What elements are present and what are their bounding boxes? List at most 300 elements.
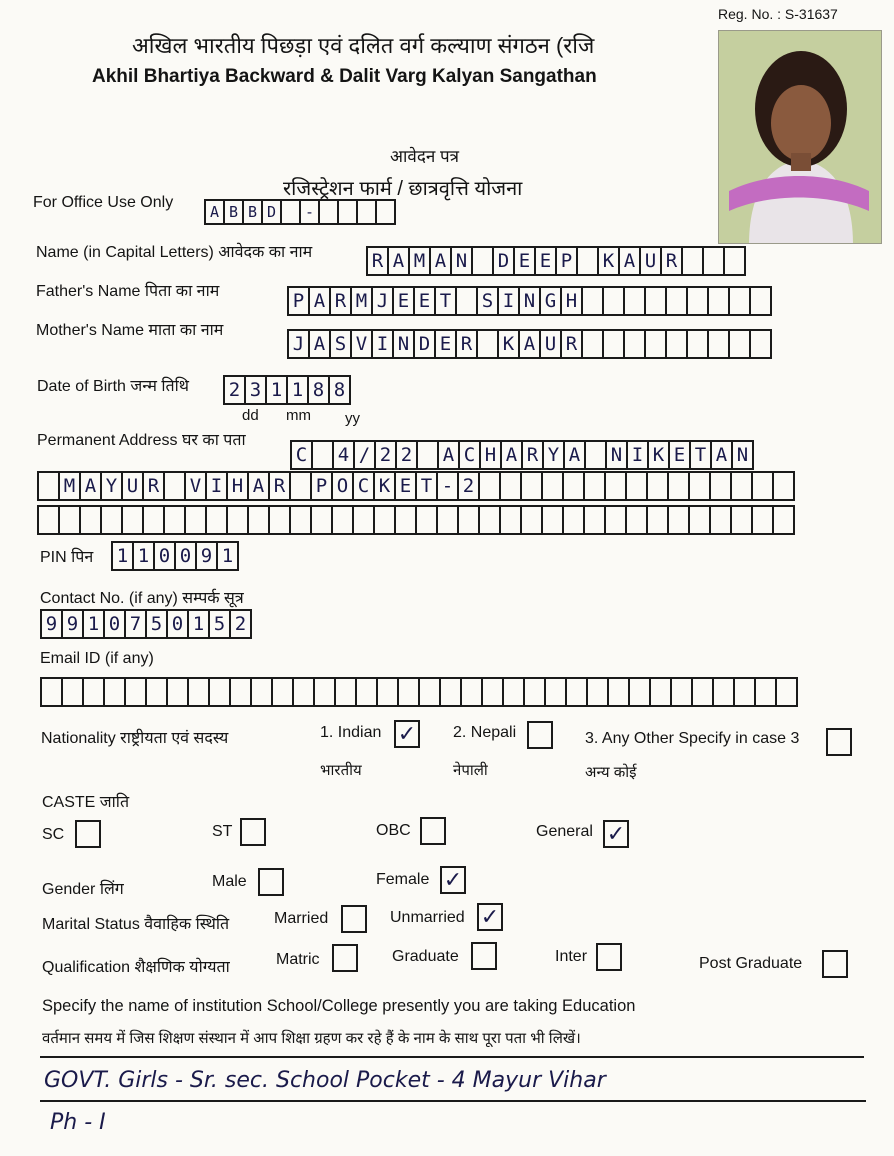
- address-cell[interactable]: [583, 471, 606, 501]
- address-cell[interactable]: [751, 471, 774, 501]
- dob-cell[interactable]: 3: [244, 375, 267, 405]
- address-cell[interactable]: [730, 505, 753, 535]
- caste-obc-checkbox[interactable]: [420, 817, 446, 845]
- address-cell[interactable]: [289, 505, 312, 535]
- email-cell[interactable]: [649, 677, 672, 707]
- name-cell[interactable]: E: [513, 246, 536, 276]
- name-cell[interactable]: R: [366, 246, 389, 276]
- address-cell[interactable]: C: [352, 471, 375, 501]
- qualification-graduate-label: Graduate: [392, 948, 459, 965]
- email-cell[interactable]: [376, 677, 399, 707]
- name-cell[interactable]: D: [492, 246, 515, 276]
- dob-label: Date of Birth जन्म तिथि: [37, 378, 189, 395]
- name-cell[interactable]: E: [534, 246, 557, 276]
- name-cell[interactable]: U: [639, 246, 662, 276]
- address-cell[interactable]: [478, 471, 501, 501]
- caste-sc-label: SC: [42, 826, 65, 843]
- form-title-registration: रजिस्ट्रेशन फार्म / छात्रवृत्ति योजना: [283, 178, 523, 200]
- address-cell[interactable]: 2: [457, 471, 480, 501]
- office-cell[interactable]: -: [299, 199, 320, 225]
- check-icon: ✓: [480, 904, 500, 929]
- caste-label: CASTE जाति: [42, 794, 130, 811]
- father-cell[interactable]: [749, 286, 772, 316]
- address-line-1[interactable]: [290, 440, 752, 470]
- dob-cell[interactable]: 1: [286, 375, 309, 405]
- qualification-matric-checkbox[interactable]: [332, 944, 358, 972]
- mother-cell[interactable]: A: [518, 329, 541, 359]
- contact-field[interactable]: [40, 609, 250, 639]
- pin-cell[interactable]: 9: [195, 541, 218, 571]
- office-cell[interactable]: [356, 199, 377, 225]
- caste-general-label: General: [536, 823, 593, 840]
- father-cell[interactable]: M: [350, 286, 373, 316]
- address-cell[interactable]: A: [79, 471, 102, 501]
- address-cell[interactable]: K: [647, 440, 670, 470]
- address-cell[interactable]: N: [731, 440, 754, 470]
- caste-obc-label: OBC: [376, 822, 411, 839]
- father-cell[interactable]: R: [329, 286, 352, 316]
- address-cell[interactable]: A: [247, 471, 270, 501]
- dob-mm-hint: mm: [286, 407, 311, 424]
- father-cell[interactable]: J: [371, 286, 394, 316]
- email-cell[interactable]: [523, 677, 546, 707]
- name-cell[interactable]: A: [429, 246, 452, 276]
- address-cell[interactable]: [499, 471, 522, 501]
- dob-cell[interactable]: 2: [223, 375, 246, 405]
- nationality-other-label: 3. Any Other Specify in case 3: [585, 730, 800, 747]
- address-cell[interactable]: [268, 505, 291, 535]
- father-cell[interactable]: [644, 286, 667, 316]
- address-cell[interactable]: [205, 505, 228, 535]
- email-cell[interactable]: [775, 677, 798, 707]
- father-cell[interactable]: P: [287, 286, 310, 316]
- mother-cell[interactable]: [644, 329, 667, 359]
- address-cell[interactable]: 2: [374, 440, 397, 470]
- office-cell[interactable]: B: [223, 199, 244, 225]
- address-cell[interactable]: [311, 440, 334, 470]
- email-cell[interactable]: [313, 677, 336, 707]
- address-cell[interactable]: [415, 505, 438, 535]
- address-line-3[interactable]: [37, 505, 793, 535]
- mother-cell[interactable]: [581, 329, 604, 359]
- caste-st-checkbox[interactable]: [240, 818, 266, 846]
- nationality-indian-hindi: भारतीय: [320, 762, 362, 779]
- mother-cell[interactable]: [686, 329, 709, 359]
- qualification-label: Qualification शैक्षणिक योग्यता: [42, 959, 230, 976]
- email-cell[interactable]: [607, 677, 630, 707]
- mother-cell[interactable]: N: [392, 329, 415, 359]
- address-cell[interactable]: U: [121, 471, 144, 501]
- address-cell[interactable]: K: [373, 471, 396, 501]
- nationality-other-checkbox[interactable]: [826, 728, 852, 756]
- email-cell[interactable]: [250, 677, 273, 707]
- email-cell[interactable]: [691, 677, 714, 707]
- address-cell[interactable]: Y: [100, 471, 123, 501]
- address-cell[interactable]: [184, 505, 207, 535]
- address-cell[interactable]: [416, 440, 439, 470]
- address-label: Permanent Address घर का पता: [37, 432, 246, 449]
- nationality-label: Nationality राष्ट्रीयता एवं सदस्य: [41, 730, 229, 747]
- address-cell[interactable]: C: [290, 440, 313, 470]
- name-cell[interactable]: A: [618, 246, 641, 276]
- father-name-label: Father's Name पिता का नाम: [36, 283, 220, 300]
- address-cell[interactable]: 2: [395, 440, 418, 470]
- father-cell[interactable]: T: [434, 286, 457, 316]
- address-cell[interactable]: A: [437, 440, 460, 470]
- address-cell[interactable]: [163, 471, 186, 501]
- answer-underline: [40, 1100, 866, 1102]
- father-cell[interactable]: S: [476, 286, 499, 316]
- mother-cell[interactable]: V: [350, 329, 373, 359]
- gender-female-checkbox[interactable]: [440, 866, 466, 894]
- father-cell[interactable]: [728, 286, 751, 316]
- address-cell[interactable]: C: [458, 440, 481, 470]
- org-title-english: Akhil Bhartiya Backward & Dalit Varg Kalyan Sangathan: [92, 66, 597, 87]
- caste-sc-checkbox[interactable]: [75, 820, 101, 848]
- office-cell[interactable]: A: [204, 199, 225, 225]
- email-cell[interactable]: [292, 677, 315, 707]
- marital-unmarried-label: Unmarried: [390, 909, 465, 926]
- qualification-postgraduate-checkbox[interactable]: [822, 950, 848, 978]
- office-cell[interactable]: [337, 199, 358, 225]
- address-cell[interactable]: [373, 505, 396, 535]
- form-title-application: आवेदन पत्र: [390, 147, 460, 166]
- pin-label: PIN पिन: [40, 549, 94, 566]
- address-cell[interactable]: [604, 505, 627, 535]
- email-cell[interactable]: [712, 677, 735, 707]
- name-label: Name (in Capital Letters) आवेदक का नाम: [36, 244, 313, 261]
- address-cell[interactable]: H: [226, 471, 249, 501]
- mother-cell[interactable]: S: [329, 329, 352, 359]
- contact-cell[interactable]: 5: [208, 609, 231, 639]
- email-cell[interactable]: [481, 677, 504, 707]
- qualification-inter-checkbox[interactable]: [596, 943, 622, 971]
- address-cell[interactable]: [625, 471, 648, 501]
- name-cell[interactable]: [723, 246, 746, 276]
- reg-number: Reg. No. : S-31637: [718, 6, 838, 22]
- contact-cell[interactable]: 1: [82, 609, 105, 639]
- address-cell[interactable]: [541, 471, 564, 501]
- pin-cell[interactable]: 0: [174, 541, 197, 571]
- address-cell[interactable]: H: [479, 440, 502, 470]
- father-cell[interactable]: H: [560, 286, 583, 316]
- address-cell[interactable]: [709, 505, 732, 535]
- contact-cell[interactable]: 9: [61, 609, 84, 639]
- email-cell[interactable]: [586, 677, 609, 707]
- name-cell[interactable]: [576, 246, 599, 276]
- office-cell[interactable]: [318, 199, 339, 225]
- address-cell[interactable]: I: [205, 471, 228, 501]
- check-icon: ✓: [606, 821, 626, 846]
- address-cell[interactable]: [520, 505, 543, 535]
- email-cell[interactable]: [670, 677, 693, 707]
- nationality-indian-label: 1. Indian: [320, 724, 382, 741]
- father-cell[interactable]: A: [308, 286, 331, 316]
- address-cell[interactable]: [163, 505, 186, 535]
- office-use-cells[interactable]: [204, 199, 394, 229]
- address-cell[interactable]: [562, 505, 585, 535]
- mother-cell[interactable]: E: [434, 329, 457, 359]
- address-cell[interactable]: [688, 471, 711, 501]
- contact-cell[interactable]: 9: [40, 609, 63, 639]
- office-cell[interactable]: [280, 199, 301, 225]
- address-cell[interactable]: [625, 505, 648, 535]
- address-cell[interactable]: [352, 505, 375, 535]
- address-cell[interactable]: [646, 471, 669, 501]
- address-cell[interactable]: [226, 505, 249, 535]
- address-cell[interactable]: [247, 505, 270, 535]
- contact-cell[interactable]: 1: [187, 609, 210, 639]
- address-cell[interactable]: [310, 505, 333, 535]
- nationality-other-hindi: अन्य कोई: [585, 764, 637, 781]
- email-cell[interactable]: [166, 677, 189, 707]
- org-title-hindi: अखिल भारतीय पिछड़ा एवं दलित वर्ग कल्याण संगठन (रजि: [132, 33, 595, 58]
- father-cell[interactable]: [581, 286, 604, 316]
- dob-dd-hint: dd: [242, 407, 259, 424]
- contact-cell[interactable]: 0: [103, 609, 126, 639]
- address-cell[interactable]: [331, 505, 354, 535]
- email-cell[interactable]: [355, 677, 378, 707]
- email-field[interactable]: [40, 677, 796, 707]
- portrait-image: [719, 31, 882, 244]
- dob-field[interactable]: [223, 375, 349, 405]
- email-cell[interactable]: [229, 677, 252, 707]
- caste-general-checkbox[interactable]: [603, 820, 629, 848]
- email-cell[interactable]: [418, 677, 441, 707]
- mother-cell[interactable]: J: [287, 329, 310, 359]
- email-cell[interactable]: [565, 677, 588, 707]
- address-cell[interactable]: P: [310, 471, 333, 501]
- father-name-field[interactable]: [287, 286, 770, 316]
- gender-male-checkbox[interactable]: [258, 868, 284, 896]
- check-icon: ✓: [397, 721, 417, 746]
- address-cell[interactable]: R: [268, 471, 291, 501]
- email-label: Email ID (if any): [40, 650, 154, 667]
- father-cell[interactable]: [686, 286, 709, 316]
- address-cell[interactable]: [584, 440, 607, 470]
- nationality-nepali-hindi: नेपाली: [453, 762, 488, 779]
- address-cell[interactable]: [772, 471, 795, 501]
- name-cell[interactable]: A: [387, 246, 410, 276]
- name-cell[interactable]: N: [450, 246, 473, 276]
- name-field[interactable]: [366, 246, 744, 276]
- institution-label-hindi: वर्तमान समय में जिस शिक्षण संस्थान में आप शिक्षा ग्रहण कर रहे हैं के नाम के साथ पूरा पता भी लिखें।: [42, 1030, 581, 1047]
- qualification-matric-label: Matric: [276, 951, 320, 968]
- address-cell[interactable]: R: [142, 471, 165, 501]
- mother-cell[interactable]: R: [455, 329, 478, 359]
- address-cell[interactable]: [604, 471, 627, 501]
- address-cell[interactable]: [667, 471, 690, 501]
- email-cell[interactable]: [628, 677, 651, 707]
- contact-cell[interactable]: 2: [229, 609, 252, 639]
- name-cell[interactable]: K: [597, 246, 620, 276]
- email-cell[interactable]: [40, 677, 63, 707]
- institution-label-english: Specify the name of institution School/College presently you are taking Education: [42, 997, 636, 1015]
- address-cell[interactable]: V: [184, 471, 207, 501]
- father-cell[interactable]: [665, 286, 688, 316]
- address-cell[interactable]: [646, 505, 669, 535]
- address-line-2[interactable]: [37, 471, 793, 501]
- dob-cell[interactable]: 1: [265, 375, 288, 405]
- address-cell[interactable]: A: [710, 440, 733, 470]
- address-cell[interactable]: E: [668, 440, 691, 470]
- email-cell[interactable]: [82, 677, 105, 707]
- address-cell[interactable]: 4: [332, 440, 355, 470]
- address-cell[interactable]: [79, 505, 102, 535]
- email-cell[interactable]: [733, 677, 756, 707]
- pin-cell[interactable]: 1: [132, 541, 155, 571]
- address-cell[interactable]: [688, 505, 711, 535]
- mother-cell[interactable]: I: [371, 329, 394, 359]
- email-cell[interactable]: [187, 677, 210, 707]
- office-cell[interactable]: D: [261, 199, 282, 225]
- contact-cell[interactable]: 5: [145, 609, 168, 639]
- address-cell[interactable]: A: [500, 440, 523, 470]
- address-cell[interactable]: Y: [542, 440, 565, 470]
- mother-cell[interactable]: [623, 329, 646, 359]
- email-cell[interactable]: [397, 677, 420, 707]
- address-cell[interactable]: [562, 471, 585, 501]
- address-cell[interactable]: [457, 505, 480, 535]
- email-cell[interactable]: [145, 677, 168, 707]
- institution-answer-line-2[interactable]: Ph - I: [50, 1110, 106, 1135]
- name-cell[interactable]: P: [555, 246, 578, 276]
- father-cell[interactable]: N: [518, 286, 541, 316]
- email-cell[interactable]: [61, 677, 84, 707]
- address-cell[interactable]: [142, 505, 165, 535]
- address-cell[interactable]: [478, 505, 501, 535]
- address-cell[interactable]: [499, 505, 522, 535]
- address-cell[interactable]: [289, 471, 312, 501]
- qualification-inter-label: Inter: [555, 948, 588, 965]
- caste-st-label: ST: [212, 823, 233, 840]
- address-cell[interactable]: [667, 505, 690, 535]
- email-cell[interactable]: [208, 677, 231, 707]
- father-cell[interactable]: E: [392, 286, 415, 316]
- pin-cell[interactable]: 1: [216, 541, 239, 571]
- address-cell[interactable]: [394, 505, 417, 535]
- father-cell[interactable]: [623, 286, 646, 316]
- address-cell[interactable]: R: [521, 440, 544, 470]
- mother-name-field[interactable]: [287, 329, 770, 359]
- address-cell[interactable]: A: [563, 440, 586, 470]
- mother-cell[interactable]: R: [560, 329, 583, 359]
- mother-cell[interactable]: K: [497, 329, 520, 359]
- qualification-graduate-checkbox[interactable]: [471, 942, 497, 970]
- mother-cell[interactable]: [476, 329, 499, 359]
- address-cell[interactable]: N: [605, 440, 628, 470]
- address-cell[interactable]: [436, 505, 459, 535]
- name-cell[interactable]: M: [408, 246, 431, 276]
- qualification-postgraduate-label: Post Graduate: [699, 955, 803, 972]
- address-cell[interactable]: [37, 505, 60, 535]
- name-cell[interactable]: [702, 246, 725, 276]
- institution-answer-line-1[interactable]: GOVT. Girls - Sr. sec. School Pocket - 4 Mayur Vihar: [44, 1068, 606, 1093]
- address-cell[interactable]: [583, 505, 606, 535]
- dob-cell[interactable]: 8: [328, 375, 351, 405]
- address-cell[interactable]: [100, 505, 123, 535]
- mother-cell[interactable]: [665, 329, 688, 359]
- address-cell[interactable]: [772, 505, 795, 535]
- mother-cell[interactable]: [749, 329, 772, 359]
- address-cell[interactable]: [121, 505, 144, 535]
- father-cell[interactable]: I: [497, 286, 520, 316]
- email-cell[interactable]: [502, 677, 525, 707]
- office-use-label: For Office Use Only: [33, 194, 174, 211]
- email-cell[interactable]: [460, 677, 483, 707]
- address-cell[interactable]: [709, 471, 732, 501]
- address-cell[interactable]: /: [353, 440, 376, 470]
- pin-field[interactable]: [111, 541, 237, 571]
- dob-yy-hint: yy: [345, 410, 360, 427]
- pin-cell[interactable]: 1: [111, 541, 134, 571]
- email-cell[interactable]: [271, 677, 294, 707]
- dob-cell[interactable]: 8: [307, 375, 330, 405]
- office-cell[interactable]: B: [242, 199, 263, 225]
- marital-married-checkbox[interactable]: [341, 905, 367, 933]
- applicant-photo: [718, 30, 882, 244]
- address-cell[interactable]: [58, 505, 81, 535]
- email-cell[interactable]: [334, 677, 357, 707]
- father-cell[interactable]: E: [413, 286, 436, 316]
- address-cell[interactable]: M: [58, 471, 81, 501]
- address-cell[interactable]: [37, 471, 60, 501]
- email-cell[interactable]: [103, 677, 126, 707]
- name-cell[interactable]: [471, 246, 494, 276]
- nationality-nepali-checkbox[interactable]: [527, 721, 553, 749]
- marital-unmarried-checkbox[interactable]: [477, 903, 503, 931]
- marital-status-label: Marital Status वैवाहिक स्थिति: [42, 916, 230, 933]
- name-cell[interactable]: [681, 246, 704, 276]
- address-cell[interactable]: T: [415, 471, 438, 501]
- email-cell[interactable]: [754, 677, 777, 707]
- nationality-indian-checkbox[interactable]: [394, 720, 420, 748]
- mother-name-label: Mother's Name माता का नाम: [36, 322, 224, 339]
- mother-cell[interactable]: [728, 329, 751, 359]
- nationality-nepali-label: 2. Nepali: [453, 724, 517, 741]
- father-cell[interactable]: [602, 286, 625, 316]
- address-cell[interactable]: I: [626, 440, 649, 470]
- mother-cell[interactable]: [707, 329, 730, 359]
- email-cell[interactable]: [544, 677, 567, 707]
- gender-female-label: Female: [376, 871, 430, 888]
- mother-cell[interactable]: A: [308, 329, 331, 359]
- address-cell[interactable]: [751, 505, 774, 535]
- address-cell[interactable]: T: [689, 440, 712, 470]
- address-cell[interactable]: -: [436, 471, 459, 501]
- mother-cell[interactable]: U: [539, 329, 562, 359]
- address-cell[interactable]: E: [394, 471, 417, 501]
- address-cell[interactable]: [541, 505, 564, 535]
- mother-cell[interactable]: D: [413, 329, 436, 359]
- contact-cell[interactable]: 7: [124, 609, 147, 639]
- gender-label: Gender लिंग: [42, 881, 124, 898]
- email-cell[interactable]: [124, 677, 147, 707]
- address-cell[interactable]: [520, 471, 543, 501]
- father-cell[interactable]: [707, 286, 730, 316]
- pin-cell[interactable]: 0: [153, 541, 176, 571]
- father-cell[interactable]: [455, 286, 478, 316]
- address-cell[interactable]: O: [331, 471, 354, 501]
- contact-cell[interactable]: 0: [166, 609, 189, 639]
- marital-married-label: Married: [274, 910, 329, 927]
- address-cell[interactable]: [730, 471, 753, 501]
- mother-cell[interactable]: [602, 329, 625, 359]
- email-cell[interactable]: [439, 677, 462, 707]
- father-cell[interactable]: G: [539, 286, 562, 316]
- office-cell[interactable]: [375, 199, 396, 225]
- name-cell[interactable]: R: [660, 246, 683, 276]
